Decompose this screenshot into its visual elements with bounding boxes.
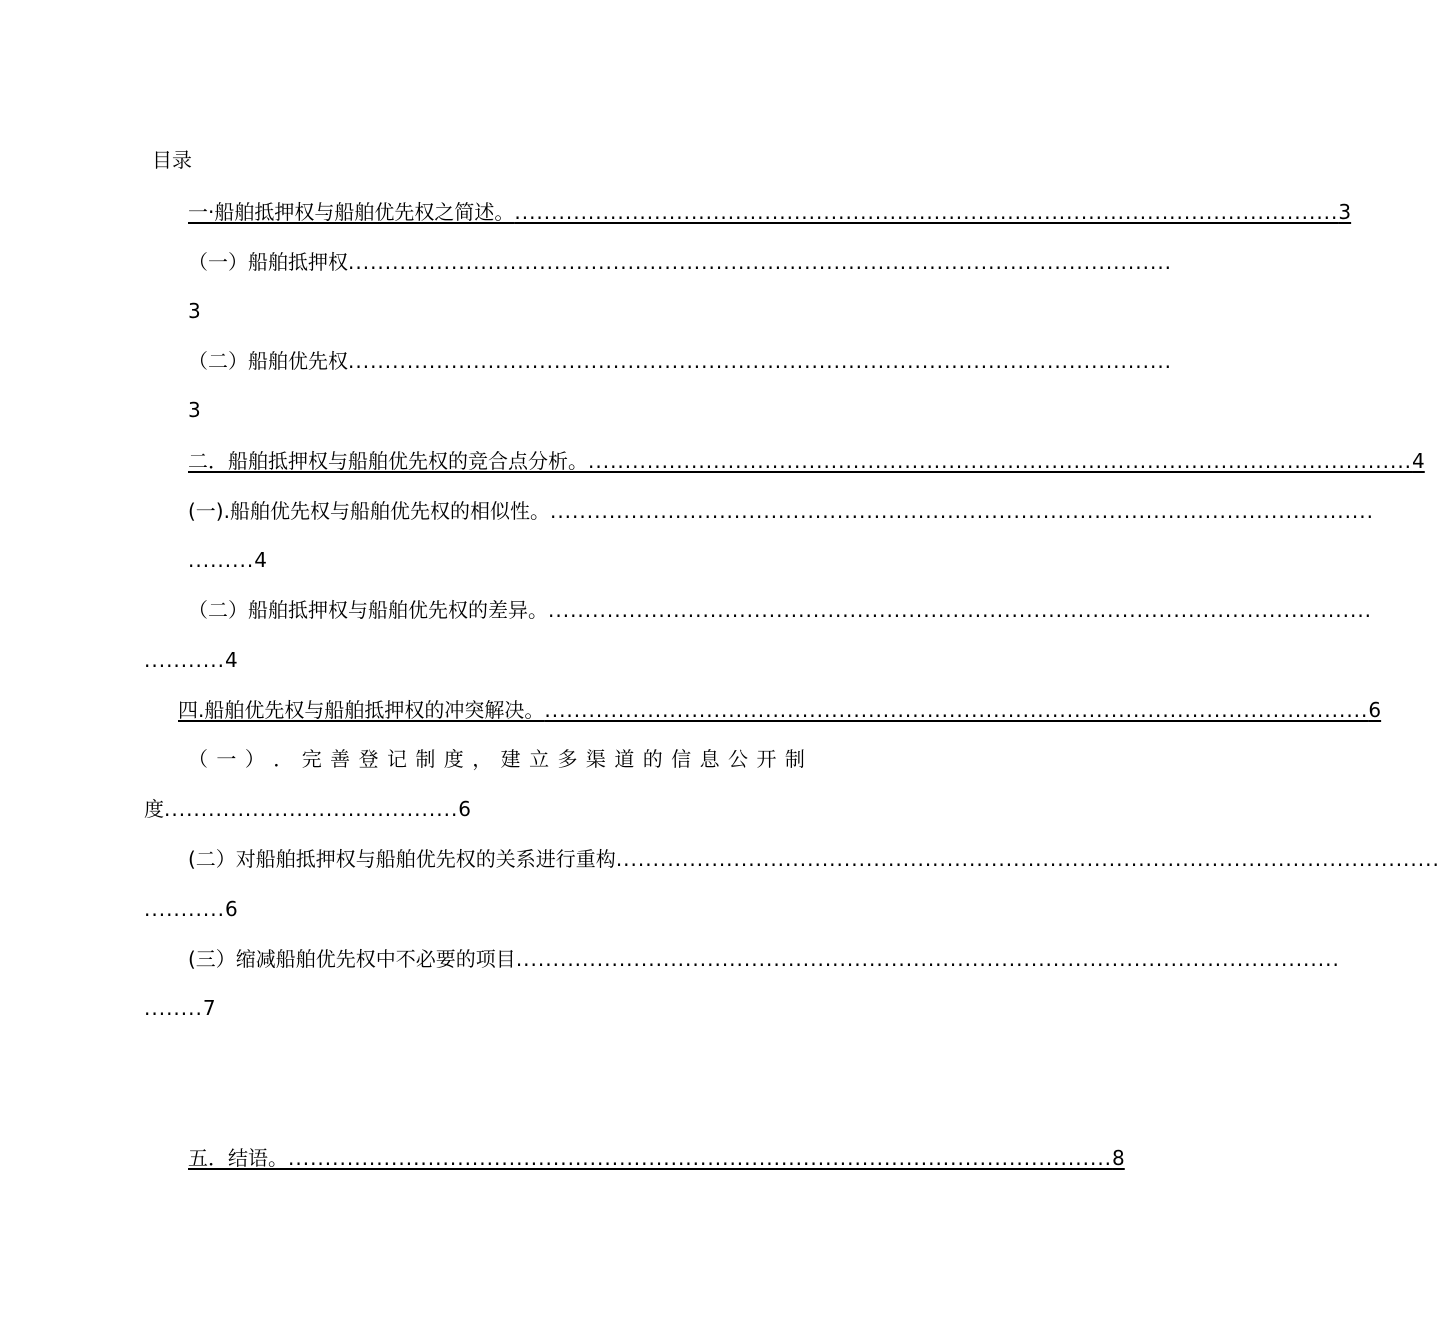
toc-entry-2-1-text: (一).船舶优先权与船舶优先权的相似性。 <box>188 499 550 523</box>
toc-entry-1[interactable] <box>188 199 1352 225</box>
toc-entry-4-1-char: （ <box>188 747 208 771</box>
toc-entry-4-2[interactable] <box>188 846 1440 872</box>
toc-leader-dots: ................................................................................................................ <box>549 499 1374 523</box>
toc-entry-4-1-char: 息 <box>699 747 720 771</box>
toc-entry-2-2-page: 4 <box>224 648 238 672</box>
toc-entry-4-3-page: 7 <box>202 996 216 1020</box>
toc-entry-4-2-page: 6 <box>224 897 238 921</box>
toc-entry-4-1-char: 制 <box>784 747 805 771</box>
toc-leader-dots: ........... <box>144 648 225 672</box>
toc-entry-4-1-char: 渠 <box>585 747 606 771</box>
toc-leader-dots: ................................................................................................................ <box>548 598 1373 622</box>
toc-entry-4-1-char: 记 <box>386 747 407 771</box>
toc-title: 目录 <box>152 148 192 172</box>
toc-entry-2-text: 二．船舶抵押权与船舶优先权的竞合点分析。 <box>188 449 588 473</box>
toc-entry-4-1-char: 开 <box>756 747 777 771</box>
toc-entry-1-2-text: （二）船舶优先权 <box>188 349 348 373</box>
toc-entry-4-1-cont-text: 度 <box>144 797 164 821</box>
toc-entry-1-1-text: （一）船舶抵押权 <box>188 250 348 274</box>
toc-leader-dots: ................................................................................................................ <box>514 200 1339 224</box>
toc-entry-4-1[interactable] <box>188 746 805 772</box>
toc-entry-4-1-char: 一 <box>216 747 237 771</box>
toc-leader-dots: ................................................................................................................ <box>615 847 1440 871</box>
toc-entry-2-2-cont <box>144 647 238 673</box>
toc-entry-4[interactable] <box>178 697 1382 723</box>
toc-entry-4-1-char: ） <box>244 747 265 771</box>
toc-entry-4-1-char: 多 <box>557 747 578 771</box>
toc-entry-1-1[interactable] <box>188 249 1173 275</box>
toc-entry-4-1-char: 登 <box>358 747 379 771</box>
toc-entry-4-3-cont <box>144 995 216 1021</box>
toc-entry-2-2[interactable] <box>188 597 1373 623</box>
toc-entry-4-1-cont <box>144 796 471 822</box>
toc-entry-1-1-page: 3 <box>188 299 201 323</box>
toc-entry-4-2-text: (二）对船舶抵押权与船舶优先权的关系进行重构 <box>188 847 616 871</box>
toc-entry-2[interactable] <box>188 448 1425 474</box>
toc-leader-dots: ......... <box>188 548 255 572</box>
toc-entry-1-2-page: 3 <box>188 398 201 422</box>
toc-entry-4-3-text: (三）缩减船舶优先权中不必要的项目 <box>188 947 516 971</box>
toc-entry-4-1-char: ， <box>472 747 493 771</box>
toc-entry-2-1-page: 4 <box>254 548 267 572</box>
toc-entry-1-page: 3 <box>1338 200 1352 224</box>
toc-entry-4-text: 四.船舶优先权与船舶抵押权的冲突解决。 <box>178 698 545 722</box>
toc-entry-4-1-char: 建 <box>500 747 521 771</box>
toc-leader-dots: ................................................................................................................ <box>588 449 1413 473</box>
toc-entry-2-page: 4 <box>1412 449 1425 473</box>
toc-entry-4-1-char: 信 <box>671 747 692 771</box>
toc-entry-4-1-char: 度 <box>443 747 464 771</box>
toc-entry-4-3[interactable] <box>188 946 1340 972</box>
toc-entry-2-1[interactable] <box>188 498 1374 524</box>
toc-entry-1-2[interactable] <box>188 348 1173 374</box>
toc-leader-dots: ........... <box>144 897 225 921</box>
toc-entry-4-2-cont <box>144 896 238 922</box>
toc-leader-dots: ........................................ <box>164 797 459 821</box>
toc-entry-4-1-char: 善 <box>330 747 351 771</box>
toc-entry-4-1-char: 立 <box>529 747 550 771</box>
toc-leader-dots: ................................................................................................................ <box>544 698 1369 722</box>
toc-entry-5-page: 8 <box>1112 1146 1125 1170</box>
toc-entry-2-1-cont <box>188 547 267 573</box>
toc-entry-4-1-char: 的 <box>642 747 663 771</box>
toc-leader-dots: ................................................................................................................ <box>515 947 1340 971</box>
toc-entry-4-1-char: 完 <box>301 747 322 771</box>
toc-leader-dots: ................................................................................................................ <box>348 349 1173 373</box>
toc-entry-2-2-text: （二）船舶抵押权与船舶优先权的差异。 <box>188 598 548 622</box>
toc-leader-dots: ........ <box>144 996 203 1020</box>
toc-entry-4-page: 6 <box>1368 698 1382 722</box>
toc-entry-4-1-char: ． <box>273 747 294 771</box>
toc-entry-4-1-char: 制 <box>415 747 436 771</box>
toc-entry-4-1-page: 6 <box>458 797 472 821</box>
toc-entry-1-text: 一·船舶抵押权与船舶优先权之简述。 <box>188 200 515 224</box>
toc-entry-4-1-char: 公 <box>728 747 749 771</box>
toc-leader-dots: ................................................................................................................ <box>288 1146 1113 1170</box>
toc-leader-dots: ................................................................................................................ <box>348 250 1173 274</box>
toc-entry-5-text: 五．结语。 <box>188 1146 288 1170</box>
toc-entry-5[interactable] <box>188 1145 1125 1171</box>
toc-entry-4-1-char: 道 <box>614 747 635 771</box>
